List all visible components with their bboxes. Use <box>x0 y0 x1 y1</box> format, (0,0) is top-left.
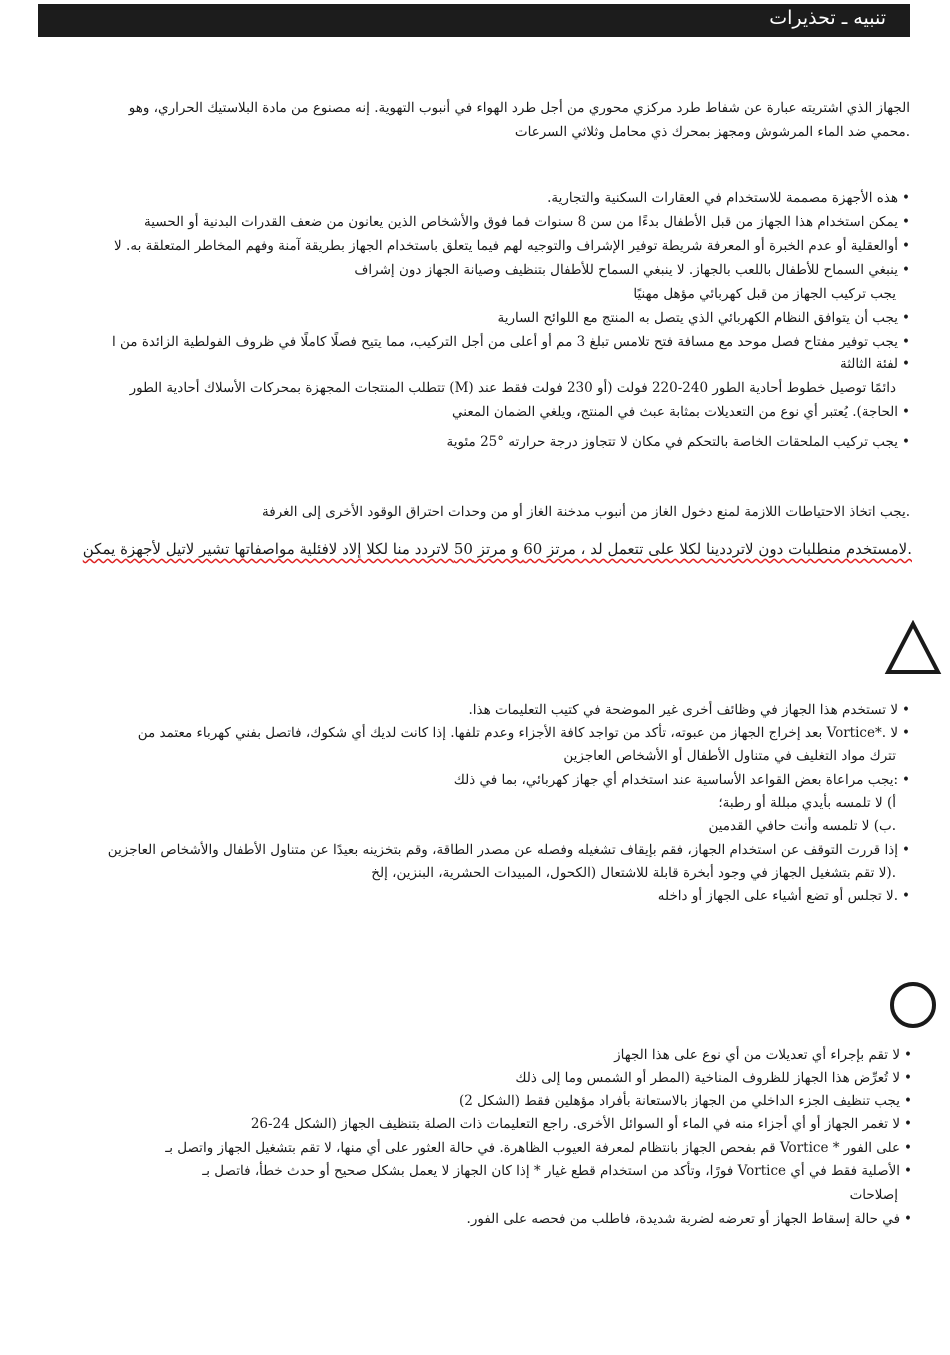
general-warnings-list <box>40 190 910 470</box>
list-item-text: يجب تنظيف الجزء الداخلي من الجهاز بالاستعانة بأفراد مؤهلين فقط (الشكل 2) <box>458 1093 901 1109</box>
gas-precaution-text: .يجب اتخاذ الاحتياطات اللازمة لمنع دخول الغاز من أنبوب مدخنة الغاز أو من وحدات احتراق الوقود الأخرى إلى الغرفة <box>262 504 910 520</box>
list-item-text: لا .*Vortice بعد إخراج الجهاز من عبوته، تأكد من تواجد كافة الأجزاء وعدم تلفها. إذا كانت لديك أي شكوك، فاتصل بفني كهرباء معتمد من <box>137 725 899 741</box>
list-item <box>498 310 910 326</box>
bullet-icon: • <box>902 725 910 741</box>
bullet-icon: • <box>902 356 910 372</box>
list-item <box>112 334 910 350</box>
bullet-icon: • <box>902 238 910 254</box>
list-item-text: لا تُعرِّض هذا الجهاز للظروف المناخية (المطر أو الشمس وما إلى ذلك <box>515 1070 901 1086</box>
list-item-text: أوالعقلية أو عدم الخبرة أو المعرفة شريطة توفير الإشراف والتوجيه لهم فيما يتعلق باستخدام الجهاز بطريقة آمنة وفهم المخاطر المتعلقة به. لا <box>114 238 899 254</box>
bullet-icon: • <box>902 310 910 326</box>
bullet-icon: • <box>904 1140 912 1156</box>
list-item <box>708 818 896 834</box>
bullet-icon: • <box>904 1093 912 1109</box>
list-item <box>165 1140 912 1156</box>
list-item <box>515 1070 912 1086</box>
list-item <box>202 1163 912 1179</box>
list-item-text: يجب توفير مفتاح فصل موحد مع مسافة فتح تلامس تبلغ 3 مم أو أعلى من أجل التركيب، مما يتيح فصلًا كاملًا في ظروف الفولطية الزائدة من ا <box>111 334 899 350</box>
list-item <box>354 262 910 278</box>
list-item-text: هذه الأجهزة مصممة للاستخدام في العقارات السكنية والتجارية. <box>547 190 899 206</box>
warning-triangle-icon <box>884 620 942 676</box>
list-item-text: يمكن استخدام هذا الجهاز من قبل الأطفال بدءًا من سن 8 سنوات فما فوق والأشخاص الذين يعانون من ضعف القدرات البدنية أو الحسية <box>144 214 899 230</box>
list-item-text: .ب) لا تلمسه وأنت حافي القدمين <box>708 818 896 834</box>
bullet-icon: • <box>902 334 910 350</box>
bullet-icon: • <box>902 772 910 788</box>
list-item <box>130 380 896 396</box>
bullet-icon: • <box>902 842 910 858</box>
list-item <box>454 772 910 788</box>
list-item <box>840 356 910 372</box>
frequency-note-paragraph <box>40 540 912 570</box>
list-item-text: تترك مواد التغليف في متناول الأطفال أو الأشخاص العاجزين <box>563 748 896 764</box>
bullet-icon: • <box>902 214 910 230</box>
list-item-text: في حالة إسقاط الجهاز أو تعرضه لضربة شديدة، فاطلب من فحصه على الفور. <box>466 1211 901 1227</box>
header-bar <box>38 4 910 37</box>
intro-paragraph <box>40 100 910 150</box>
bullet-icon: • <box>902 888 910 904</box>
page-title: تنبيه ـ تحذيرات <box>769 7 886 29</box>
list-item <box>251 1116 912 1132</box>
intro-line: .محمي ضد الماء المرشوش ومجهز بمحرك ذي محامل وثلاثي السرعات <box>514 124 910 140</box>
list-item-text: ينبغي السماح للأطفال باللعب بالجهاز. لا ينبغي السماح للأطفال بتنظيف وصيانة الجهاز دون إشراف <box>354 262 899 278</box>
list-item <box>452 404 910 420</box>
frequency-note-text: .لامستخدم منطلبات دون لاترددينا لكلا على تتعمل لد ، مرتز 60 و مرتز 50 لاتردد منا لكلا إلاد لافئلية مواصفاتها تشير لاتيل لأجهزة يمكن <box>82 540 912 558</box>
list-item <box>547 190 910 206</box>
list-item <box>563 748 896 764</box>
bullet-icon: • <box>902 404 910 420</box>
list-item-text: إذا قررت التوقف عن استخدام الجهاز، فقم بإيقاف تشغيله وفصله عن مصدر الطاقة، وقم بتخزينه بعيدًا عن متناول الأطفال والأشخاص العاجزين <box>107 842 899 858</box>
list-item-text: الأصلية فقط في أي Vortice فورًا، وتأكد من استخدام قطع غيار * إذا كان الجهاز لا يعمل بشكل صحيح أو حدث خطأ، فاتصل بـ <box>202 1163 901 1179</box>
list-item-text: :يجب مراعاة بعض القواعد الأساسية عند استخدام أي جهاز كهربائي، بما في ذلك <box>453 772 899 788</box>
list-item <box>658 888 910 904</box>
list-item-text: دائمًا توصيل خطوط أحادية الطور 240-220 فولت (أو 230 فولت فقط عند (M) تتطلب المنتجات المجهزة بمحركات الأسلاك أحادية الطور <box>129 380 896 396</box>
list-item-text: يجب أن يتوافق النظام الكهربائي الذي يتصل به المنتج مع اللوائح السارية <box>497 310 899 326</box>
list-item-text: لا تغمر الجهاز أو أي أجزاء منه في الماء أو السوائل الأخرى. راجع التعليمات ذات الصلة بتنظيف الجهاز (الشكل 24-26 <box>250 1116 901 1132</box>
intro-line: الجهاز الذي اشتريته عبارة عن شفاط طرد مركزي محوري من أجل طرد الهواء في أنبوب التهوية. إنه مصنوع من مادة البلاستيك الحراري، وهو <box>128 100 910 116</box>
bullet-icon: • <box>902 702 910 718</box>
bullet-icon: • <box>904 1211 912 1227</box>
list-item-text: .(لا تقم بتشغيل الجهاز في وجود أبخرة قابلة للاشتعال (الكحول، المبيدات الحشرية، البنزين، إلخ <box>371 865 896 881</box>
list-item <box>144 214 910 230</box>
bullet-icon: • <box>904 1163 912 1179</box>
prohibition-circle-icon <box>888 980 938 1030</box>
bullet-icon: • <box>904 1047 912 1063</box>
list-item <box>468 702 910 718</box>
list-item <box>459 1093 912 1109</box>
list-item-text: على الفور * Vortice قم بفحص الجهاز بانتظام لمعرفة العيوب الظاهرة. في حالة العثور على أي منها، لا تقم بتشغيل الجهاز واتصل بـ <box>165 1140 901 1156</box>
bullet-icon: • <box>904 1116 912 1132</box>
list-item-text: لفئة الثالثة <box>840 356 899 372</box>
list-item-text: لا تستخدم هذا الجهاز في وظائف أخرى غير الموضحة في كتيب التعليمات هذا. <box>468 702 899 718</box>
list-item-text: يجب تركيب الجهاز من قبل كهربائي مؤهل مهنيًا <box>633 286 896 302</box>
list-item-text: .لا تجلس أو تضع أشياء على الجهاز أو داخله <box>657 888 899 904</box>
list-item-text: الحاجة). يُعتبر أي نوع من التعديلات بمثابة عبث في المنتج، ويلغي الضمان المعني <box>452 404 899 420</box>
list-item-text: أ) لا تلمسه بأيدي مبللة أو رطبة؛ <box>718 795 896 811</box>
bullet-icon: • <box>902 434 910 450</box>
list-item <box>633 286 896 302</box>
list-item <box>467 1211 912 1227</box>
list-item <box>114 238 910 254</box>
prohibitions-list <box>40 1047 912 1257</box>
usage-warnings-list <box>40 702 910 922</box>
list-item-text: لا تقم بإجراء أي تعديلات من أي نوع على هذا الجهاز <box>614 1047 901 1063</box>
bullet-icon: • <box>902 262 910 278</box>
bullet-icon: • <box>904 1070 912 1086</box>
list-item <box>108 842 910 858</box>
list-item-text: إصلاحات <box>849 1187 898 1203</box>
list-item <box>614 1047 912 1063</box>
list-item <box>850 1187 898 1203</box>
list-item <box>138 725 910 741</box>
list-item <box>447 434 910 450</box>
list-item <box>718 795 896 811</box>
gas-precaution-paragraph <box>40 504 910 526</box>
list-item-text: يجب تركيب الملحقات الخاصة بالتحكم في مكان لا تتجاوز درجة حرارته °25 مئوية <box>446 434 899 450</box>
list-item <box>371 865 896 881</box>
bullet-icon: • <box>902 190 910 206</box>
